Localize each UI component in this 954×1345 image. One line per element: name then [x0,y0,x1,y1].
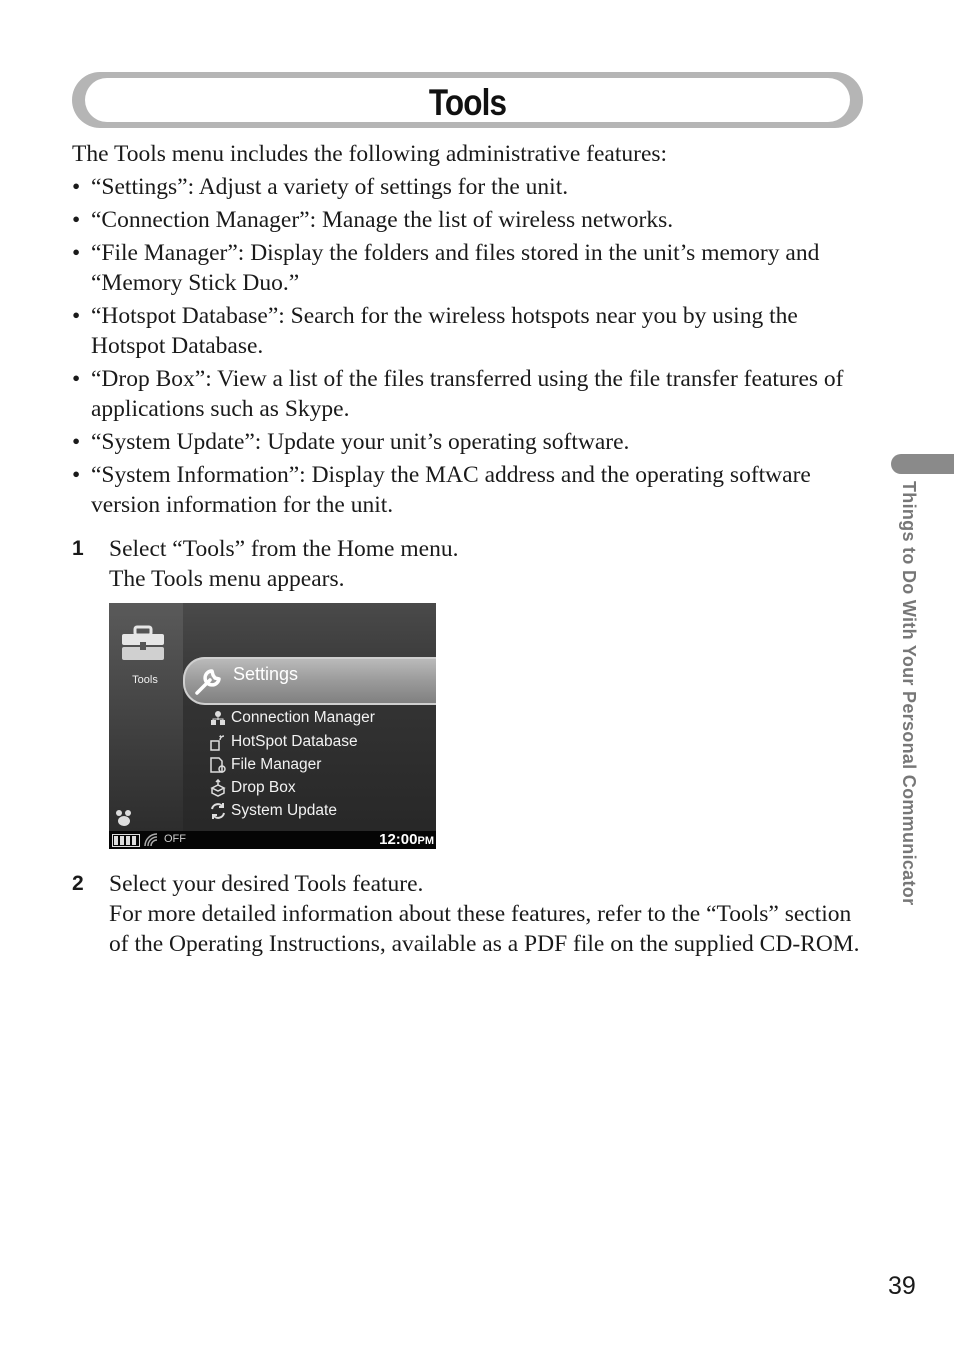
network-icon [209,709,227,727]
settings-menu-item[interactable] [183,657,436,705]
wifi-status: OFF [164,833,186,845]
feature-item: • “Hotspot Database”: Search for the wireless hotspots near you by using the Hotspot Database. [72,301,872,361]
step-1 [72,534,862,594]
step-number: 1 [72,537,84,560]
paw-icon [113,808,135,828]
title-banner-inner [85,78,850,122]
tools-menu-screenshot [109,603,436,849]
toolbox-icon [121,625,165,661]
clock-time: 12:00 [379,831,418,848]
step-result: For more detailed information about these features, refer to the “Tools” section of the Operating Instructions, available as a PDF file on the supplied CD-ROM. [109,901,860,957]
hotspot-icon [209,733,227,751]
category-label: Tools [132,674,158,686]
step-result: The Tools menu appears. [109,566,345,592]
page-title: Tools [428,82,507,123]
menu-item-drop-box[interactable] [209,777,296,799]
step-2 [72,869,862,959]
chapter-tab-label: Things to Do With Your Personal Communicator [899,481,919,906]
menu-item-file-manager[interactable] [209,754,321,776]
menu-item-system-update[interactable] [209,800,337,822]
feature-section [72,139,872,523]
feature-item: • “System Update”: Update your unit’s operating software. [72,427,872,457]
feature-item: • “Settings”: Adjust a variety of settings for the unit. [72,172,872,202]
category-column [109,603,183,835]
clock-suffix: PM [417,835,434,847]
settings-label: Settings [233,664,299,684]
menu-item-label: Connection Manager [231,709,375,726]
title-banner [72,72,863,128]
intro-text: The Tools menu includes the following administrative features: [72,141,668,167]
page-number: 39 [888,1272,916,1300]
menu-item-label: Drop Box [231,779,296,796]
step-number: 2 [72,872,84,895]
menu-item-label: System Update [231,802,337,819]
step-instruction: Select “Tools” from the Home menu. [109,536,459,562]
wifi-icon [143,832,159,848]
chapter-tab [891,454,954,474]
feature-item: • “File Manager”: Display the folders and files stored in the unit’s memory and “Memory Stick Duo.” [72,238,872,298]
feature-item: • “System Information”: Display the MAC address and the operating software version information for the unit. [72,460,872,520]
feature-list [72,172,872,520]
menu-item-hotspot-database[interactable] [209,731,358,753]
battery-icon [112,834,140,847]
feature-item: • “Drop Box”: View a list of the files transferred using the file transfer features of applications such as Skype. [72,364,872,424]
dropbox-icon [209,779,227,797]
menu-item-connection-manager[interactable] [209,707,375,729]
refresh-icon [209,802,227,820]
wrench-icon [191,665,225,699]
menu-item-label: HotSpot Database [231,733,358,750]
feature-item: • “Connection Manager”: Manage the list of wireless networks. [72,205,872,235]
status-bar [109,831,436,849]
clock [379,831,434,848]
step-instruction: Select your desired Tools feature. [109,871,424,897]
folder-icon [209,756,227,774]
menu-item-label: File Manager [231,756,322,773]
